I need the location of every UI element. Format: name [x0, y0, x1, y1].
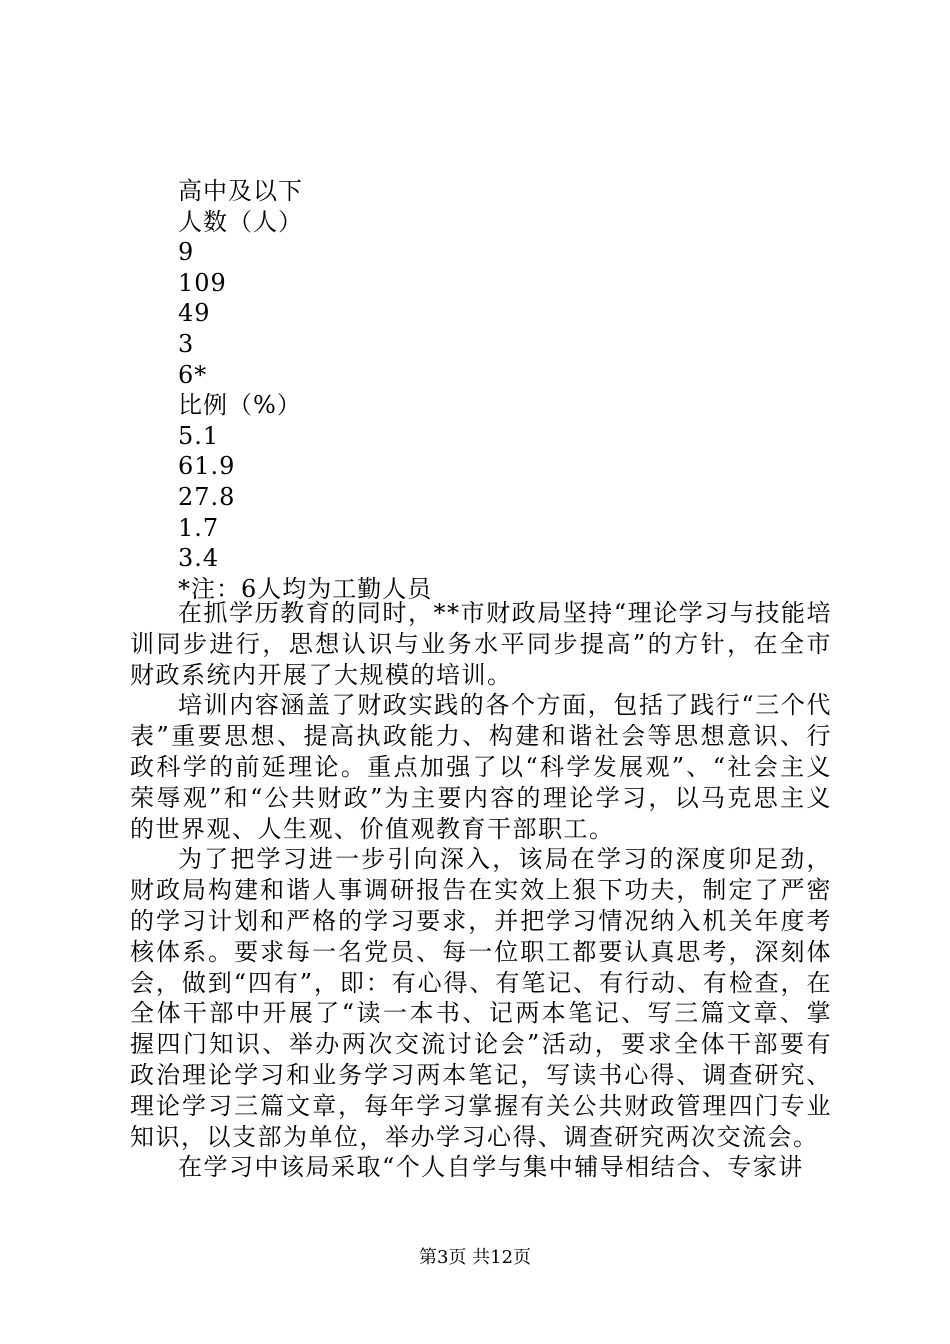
table-line: 9	[178, 238, 195, 267]
table-lines	[178, 176, 432, 604]
paragraph: 培训内容涵盖了财政实践的各个方面，包括了践行“三个代表”重要思想、提高执政能力、构建和谐社会等思想意识、行政科学的前延理论。重点加强了以“科学发展观”、“社会主义荣辱观”和“公共财政”为主要内容的理论学习，以马克思主义的世界观、人生观、价值观教育干部职工。	[130, 691, 832, 843]
table-line: 27.8	[178, 482, 236, 511]
table-line: 3	[178, 329, 195, 358]
table-line: 5.1	[178, 421, 220, 450]
page-footer: 第3页 共12页	[418, 1247, 532, 1268]
table-line: 109	[178, 268, 227, 297]
table-line: 61.9	[178, 452, 236, 481]
table-line: 49	[178, 299, 211, 328]
body-text	[130, 598, 832, 1183]
table-line: 人数（人）	[178, 207, 303, 236]
table-line: 6*	[178, 360, 208, 389]
table-line: 3.4	[178, 544, 220, 573]
table-note: *注：6人均为工勤人员	[178, 574, 433, 603]
paragraph: 为了把学习进一步引向深入，该局在学习的深度卯足劲，财政局构建和谐人事调研报告在实效上狠下功夫，制定了严密的学习计划和严格的学习要求，并把学习情况纳入机关年度考核体系。要求每一名党员、每一位职工都要认真思考，深刻体会，做到“四有”，即：有心得、有笔记、有行动、有检查，在全体干部中开展了“读一本书、记两本笔记、写三篇文章、掌握四门知识、举办两次交流讨论会”活动，要求全体干部要有政治理论学习和业务学习两本笔记，写读书心得、调查研究、理论学习三篇文章，每年学习掌握有关公共财政管理四门专业知识，以支部为单位，举办学习心得、调查研究两次交流会。	[130, 845, 832, 1151]
paragraph: 在抓学历教育的同时，**市财政局坚持“理论学习与技能培训同步进行，思想认识与业务水平同步提高”的方针，在全市财政系统内开展了大规模的培训。	[130, 599, 832, 689]
table-line: 高中及以下	[178, 177, 303, 205]
table-line: 比例（%）	[178, 391, 302, 420]
paragraph: 在学习中该局采取“个人自学与集中辅导相结合、专家讲	[178, 1153, 804, 1182]
table-line: 1.7	[178, 513, 220, 542]
